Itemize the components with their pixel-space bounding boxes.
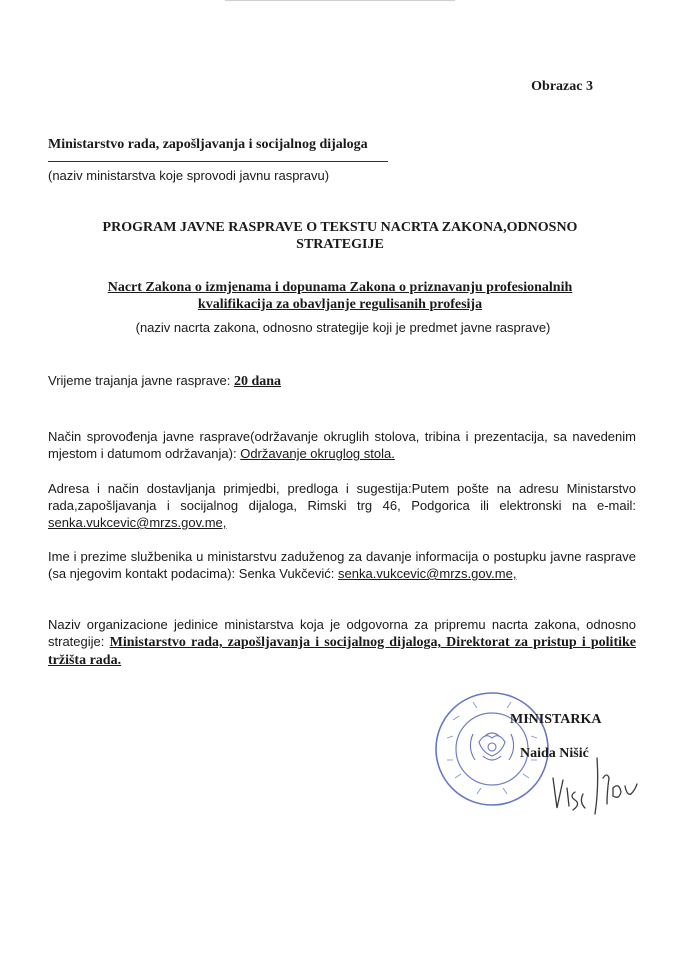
official-name: Senka Vukčević: xyxy=(238,566,335,581)
duration-value: 20 dana xyxy=(233,374,282,389)
address-text: Putem pošte na adresu Ministarstvo rada,zapošljavanja i socijalnog dijaloga, Rimski trg 46, Podgorica ili elektronski na e-mail: xyxy=(48,481,636,513)
document-title: PROGRAM JAVNE RASPRAVE O TEKSTU NACRTA ZAKONA,ODNOSNO STRATEGIJE xyxy=(102,220,578,252)
organization-row xyxy=(48,616,636,669)
method-label: Način sprovođenja javne rasprave(održavanje okruglih stolova, tribina i prezentacija, sa navedenim mjestom i datumom održavanja): xyxy=(48,429,636,461)
address-email-link[interactable]: senka.vukcevic@mrzs.gov.me, xyxy=(48,515,227,530)
ministry-name: Ministarstvo rada, zapošljavanja i socijalnog dijaloga xyxy=(48,137,368,152)
address-label: Adresa i način dostavljanja primjedbi, predloga i sugestija: xyxy=(48,481,412,496)
official-label: Ime i prezime službenika u ministarstvu zaduženog za davanje informacija o postupku javne rasprave (sa njegovim kontakt podacima): xyxy=(48,549,636,581)
ministry-underline xyxy=(48,161,388,162)
organization-label: Naziv organizacione jedinice ministarstva koja je odgovorna za pripremu nacrta zakona, odnosno strategije: xyxy=(48,617,636,649)
ministry-caption: (naziv ministarstva koje sprovodi javnu raspravu) xyxy=(48,168,330,183)
address-row xyxy=(48,480,636,531)
scan-top-edge xyxy=(225,0,455,5)
duration-label: Vrijeme trajanja javne rasprave: xyxy=(48,373,231,388)
method-value: Održavanje okruglog stola. xyxy=(240,446,395,461)
signatory-title: MINISTARKA xyxy=(510,712,602,727)
official-row xyxy=(48,548,636,582)
draft-caption: (naziv nacrta zakona, odnosno strategije koji je predmet javne rasprave) xyxy=(135,320,551,335)
handwritten-signature xyxy=(545,748,645,818)
organization-value: Ministarstvo rada, zapošljavanja i socijalnog dijaloga, Direktorat za pristup i politike tržišta rada. xyxy=(48,635,636,668)
method-row xyxy=(48,428,636,462)
duration-row xyxy=(48,372,636,390)
draft-law-name: Nacrt Zakona o izmjenama i dopunama Zakona o priznavanju profesionalnih kvalifikacija za obavljanje regulisanih profesija xyxy=(107,280,573,312)
signatory-name: Naida Nišić xyxy=(520,746,589,761)
form-number: Obrazac 3 xyxy=(531,79,593,94)
official-email-link[interactable]: senka.vukcevic@mrzs.gov.me, xyxy=(338,566,517,581)
